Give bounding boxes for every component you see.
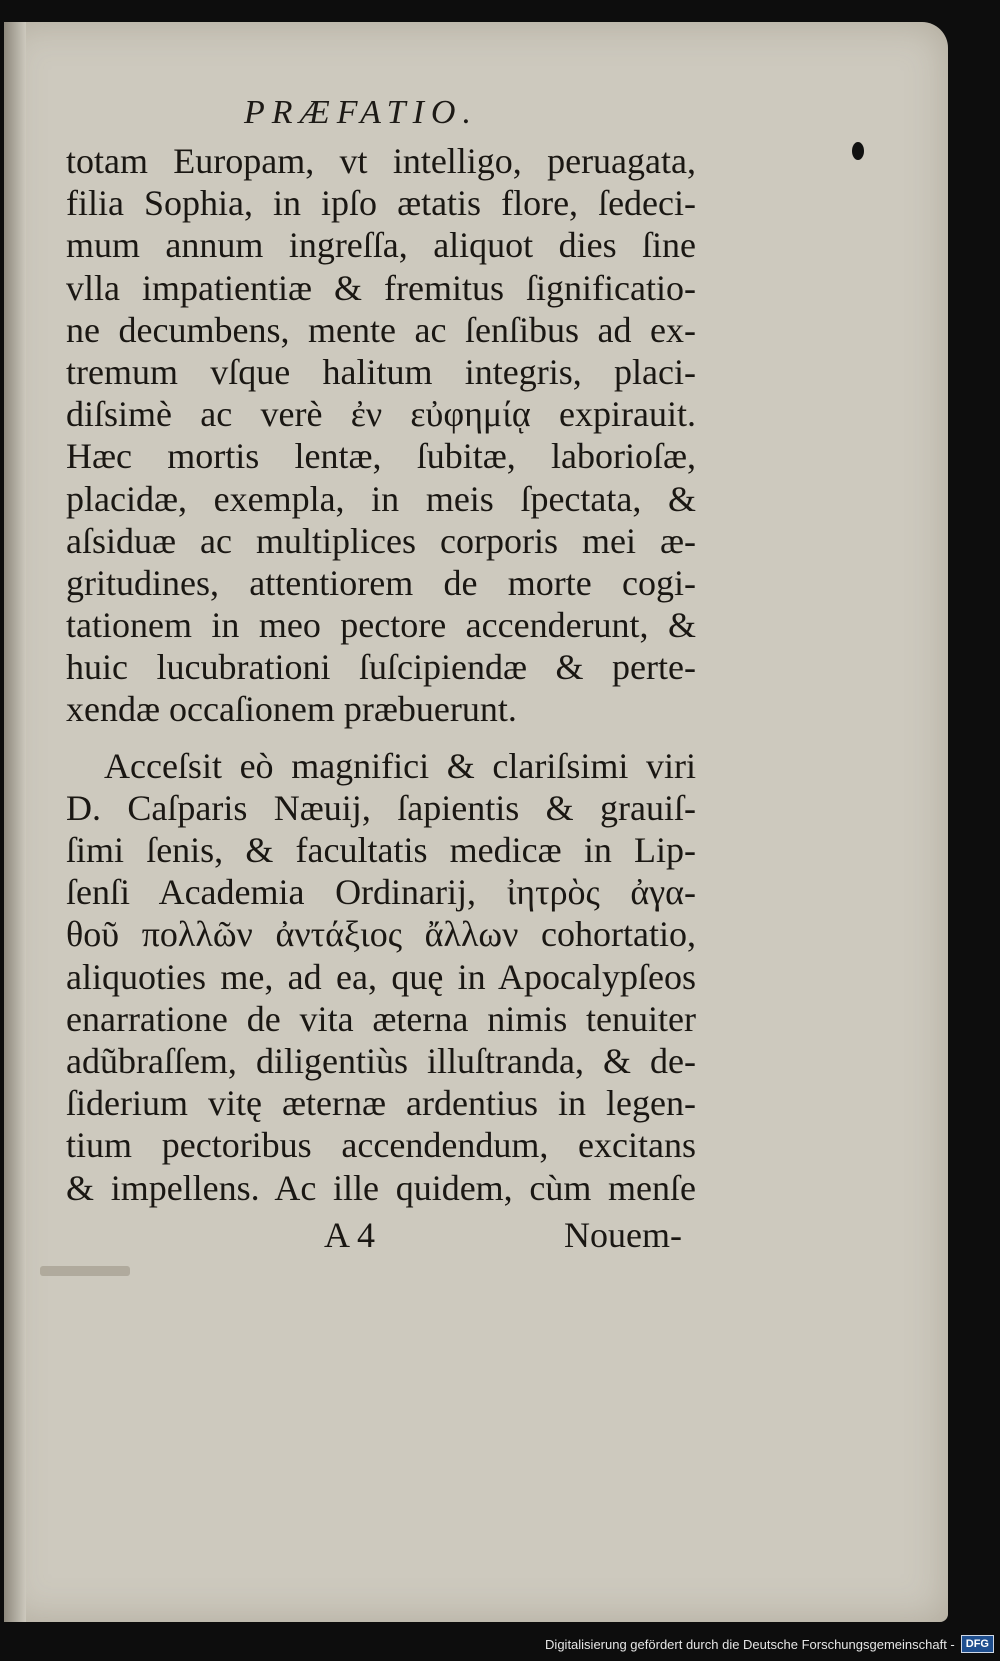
signature-mark: A 4 — [324, 1215, 376, 1255]
text-line: xendæ occaſionem præbuerunt. — [66, 689, 517, 730]
text-line: vlla impatientiæ & fremitus ſignificatio- — [66, 267, 696, 308]
text-line: ſiderium vitę æternæ ardentius in legen- — [66, 1083, 696, 1124]
text-line: tremum vſque halitum integris, placi- — [66, 351, 696, 392]
text-line: gritudines, attentiorem de morte cogi- — [66, 562, 696, 603]
text-line: θοῦ πολλῶν ἀντάξιος ἄλλων cohortatio, — [66, 914, 696, 955]
digitization-credit — [545, 1633, 994, 1655]
text-line: enarratione de vita æterna nimis tenuiter — [66, 998, 696, 1039]
text-line: aſsiduæ ac multiplices corporis mei æ- — [66, 520, 696, 561]
text-line: tium pectoribus accendendum, excitans — [66, 1125, 696, 1166]
text-line: diſsimè ac verè ἐν εὐφημίᾳ expirauit. — [66, 394, 696, 435]
text-line: adũbraſſem, diligentiùs illuſtranda, & de- — [66, 1040, 696, 1081]
text-line: placidæ, exempla, in meis ſpectata, & — [66, 478, 696, 519]
credit-text: Digitalisierung gefördert durch die Deutsche Forschungsgemeinschaft - — [545, 1636, 955, 1652]
ink-spot — [852, 142, 864, 160]
text-line: D. Caſparis Næuij, ſapientis & grauiſ- — [66, 787, 696, 828]
text-line: Hæc mortis lentæ, ſubitæ, laborioſæ, — [66, 436, 696, 477]
text-line: huic lucubrationi ſuſcipiendæ & perte- — [66, 647, 696, 688]
text-line: ſenſi Academia Ordinarij, ἰητρὸς ἀγα- — [66, 872, 696, 913]
text-line: aliquoties me, ad ea, quę in Apocalypſeos — [66, 956, 696, 997]
text-line: filia Sophia, in ipſo ætatis flore, ſedeci- — [66, 183, 696, 224]
text-line: tationem in meo pectore accenderunt, & — [66, 605, 696, 646]
body-text — [66, 140, 696, 1209]
paragraph-2 — [66, 745, 696, 1209]
text-line: totam Europam, vt intelligo, peruagata, — [66, 141, 696, 181]
text-line: & impellens. Ac ille quidem, cùm menſe — [66, 1167, 696, 1208]
dfg-logo: DFG — [961, 1635, 994, 1653]
text-line: ne decumbens, mente ac ſenſibus ad ex- — [66, 309, 696, 350]
catchword: Nouem- — [564, 1215, 682, 1255]
page-spine-shadow — [4, 22, 26, 1622]
book-page — [4, 22, 948, 1622]
running-header: PRÆFATIO. — [244, 94, 478, 131]
text-line: mum annum ingreſſa, aliquot dies ſine — [66, 225, 696, 266]
paragraph-1 — [66, 140, 696, 731]
text-line: ſimi ſenis, & facultatis medicæ in Lip- — [66, 830, 696, 870]
faint-stamp — [40, 1266, 130, 1276]
text-line: Acceſsit eò magnifici & clariſsimi viri — [104, 745, 696, 786]
